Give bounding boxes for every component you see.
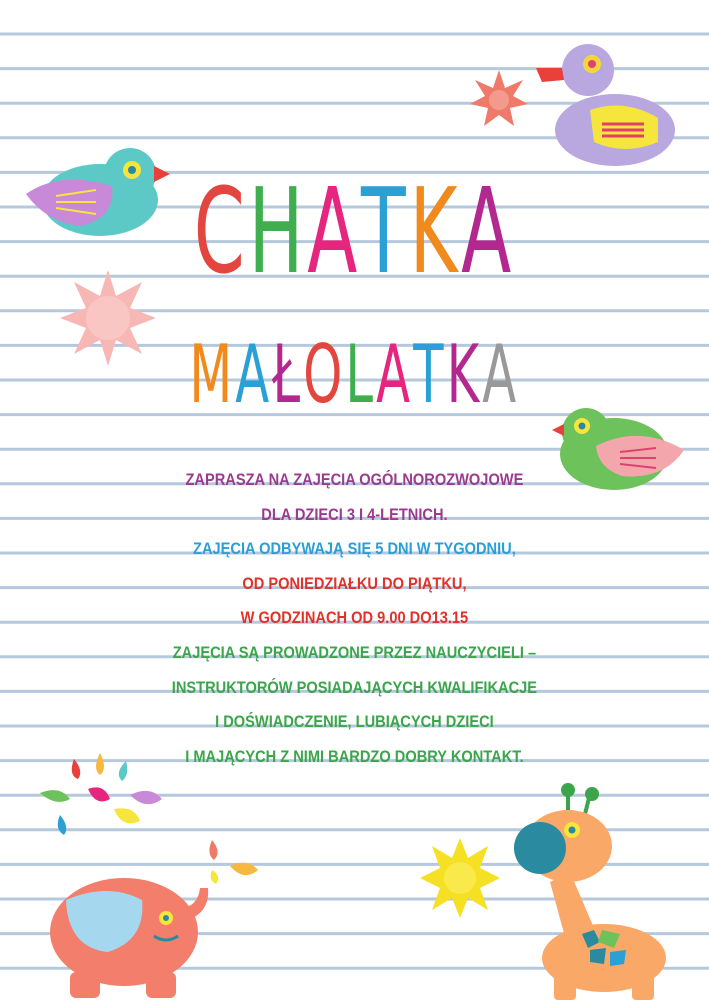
info-line: ZAJĘCIA SĄ PROWADZONE PRZEZ NAUCZYCIELI – bbox=[172, 642, 537, 662]
title-letter: C bbox=[193, 162, 249, 300]
title-letter: T bbox=[361, 162, 410, 300]
info-line: DLA DZIECI 3 I 4-LETNICH. bbox=[261, 504, 448, 524]
info-line: OD PONIEDZIAŁKU DO PIĄTKU, bbox=[242, 573, 467, 593]
elephant-icon bbox=[38, 848, 218, 998]
info-line: ZAPRASZA NA ZAJĘCIA OGÓLNOROZWOJOWE bbox=[185, 470, 524, 489]
title-letter: L bbox=[345, 328, 377, 421]
giraffe-icon bbox=[510, 782, 680, 1000]
title-letter: A bbox=[376, 328, 414, 421]
sun-icon bbox=[468, 68, 530, 130]
info-text bbox=[0, 463, 709, 774]
title-letter: K bbox=[446, 328, 483, 421]
title-letter: Ł bbox=[272, 328, 304, 421]
title-letter: A bbox=[461, 162, 515, 300]
title-letter: T bbox=[413, 328, 447, 421]
title-malolatka bbox=[135, 328, 575, 421]
title-letter: A bbox=[235, 328, 273, 421]
info-line: W GODZINACH OD 9.00 DO13.15 bbox=[240, 608, 469, 628]
title-letter: H bbox=[248, 162, 308, 300]
title-letter: M bbox=[189, 328, 236, 421]
title-chatka bbox=[135, 162, 575, 300]
info-line: I MAJĄCYCH Z NIMI BARDZO DOBRY KONTAKT. bbox=[185, 746, 524, 766]
info-line: INSTRUKTORÓW POSIADAJĄCYCH KWALIFIKACJE bbox=[171, 677, 538, 697]
sun-icon bbox=[418, 836, 502, 920]
info-line: ZAJĘCIA ODBYWAJĄ SIĘ 5 DNI W TYGODNIU, bbox=[193, 539, 516, 559]
title-letter: O bbox=[303, 328, 346, 421]
title-letter: A bbox=[482, 328, 520, 421]
duck-icon bbox=[530, 38, 675, 168]
title-letter: K bbox=[409, 162, 462, 300]
title-letter: A bbox=[307, 162, 362, 300]
info-line: I DOŚWIADCZENIE, LUBIĄCYCH DZIECI bbox=[215, 712, 494, 732]
